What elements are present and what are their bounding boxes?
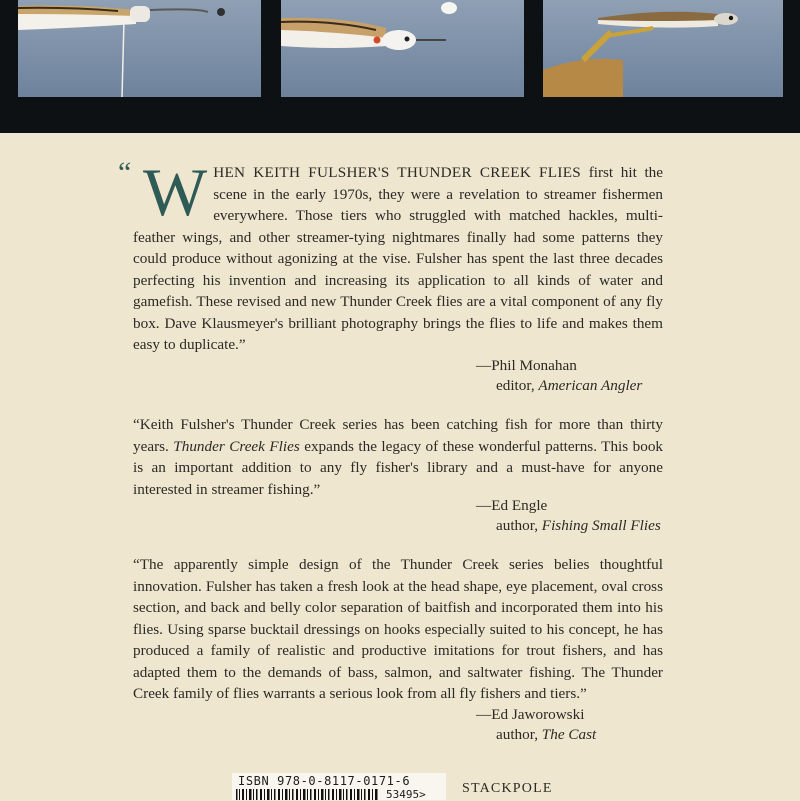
- fly-photo-2: [281, 0, 524, 97]
- lead-in-small-caps: HEN KEITH FULSHER'S THUNDER CREEK FLIES: [213, 164, 582, 181]
- attribution-jaworowski: [476, 705, 596, 745]
- attribution-name: —Phil Monahan: [476, 357, 577, 374]
- open-quote-mark: “: [118, 156, 132, 189]
- publisher-name: STACKPOLE: [462, 781, 553, 796]
- drop-cap: W: [143, 154, 208, 230]
- attribution-role: editor, American Angler: [496, 377, 643, 394]
- book-title-ref: Thunder Creek Flies: [173, 437, 300, 455]
- fly-photo-3: [543, 0, 783, 97]
- attribution-engle: [476, 496, 661, 536]
- blurb-text: “The apparently simple design of the Thunder Creek series belies thoughtful innovation. Fulsher has taken a fresh look at the head shape, eye placement, oval cross section, and back and belly color separation of baitfish and incorporated them into his flies. Using sparse bucktail dressings on hooks especially suited to his concept, he has produced a family of realistic and productive imitations for trout fishers, and has adapted them to the demands of bass, salmon, and saltwater fishing. The Thunder Creek family of flies warrants a serious look from all fly fishers and tiers.”: [133, 556, 663, 702]
- isbn-text: ISBN 978-0-8117-0171-6: [238, 774, 411, 788]
- fly-photo-1: [18, 0, 261, 97]
- blurb-text-cont: expands the legacy of these wonderful patterns. This book is an important addition to any fly fisher's library and a must-have for anyone interested in streamer fishing.”: [133, 437, 664, 498]
- blurb-text: first hit the scene in the early 1970s, they were a revelation to streamer fishermen everywhere. Those tiers who struggled with matched hackles, multi-feather wings, and other streamer-tying nightmares finally had some patterns they could produce without agonizing at the vise. Fulsher has spent the last three decades perfecting his invention and increasing its application to all kinds of water and gamefish. These revised and new Thunder Creek flies are a vital component of any fly box. Dave Klausmeyer's brilliant photography brings the flies to life and makes them easy to duplicate.”: [133, 164, 663, 353]
- attribution-name: —Ed Jaworowski: [476, 706, 585, 723]
- photo-band: [0, 0, 800, 133]
- price-code-text: 53495>: [386, 788, 426, 801]
- blurb-engle: [133, 414, 663, 500]
- attribution-name: —Ed Engle: [476, 497, 548, 514]
- barcode-icon: [236, 789, 381, 800]
- blurb-jaworowski: [133, 554, 663, 705]
- attribution-monahan: [476, 356, 642, 396]
- attribution-role: author, Fishing Small Flies: [496, 517, 661, 534]
- blurb-monahan: [118, 154, 663, 356]
- attribution-role: author, The Cast: [496, 726, 597, 743]
- blurb-text: “Keith Fulsher's Thunder Creek series has been catching fish for more than thirty years.: [133, 416, 663, 455]
